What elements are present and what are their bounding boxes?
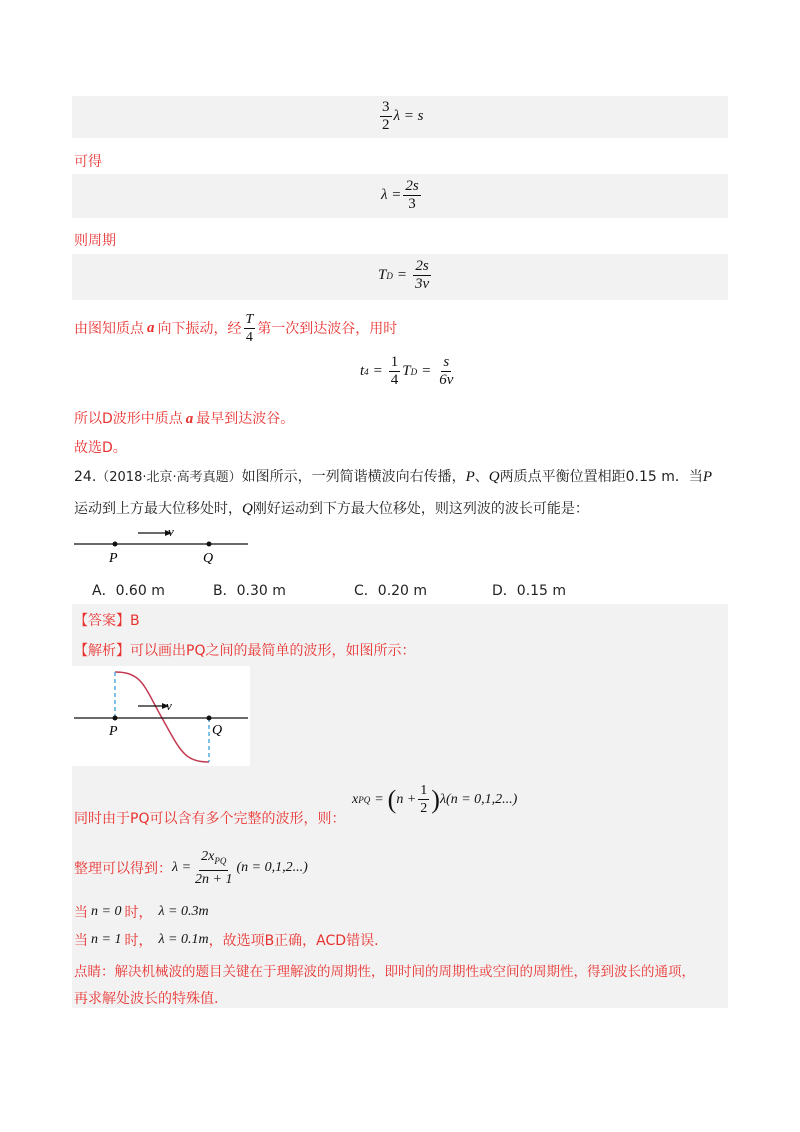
- text-suoyi: 所以D波形中质点 a 最早到达波谷。: [74, 411, 295, 427]
- comment-line-1: 点睛：解决机械波的题目关键在于理解波的周期性，即时间的周期性或空间的周期性，得到波长的通项，: [74, 964, 695, 980]
- formula-TD: T D = $\frac{2s}{3v}$: [378, 258, 430, 292]
- text-guxuan: 故选D。: [74, 440, 127, 456]
- question-wave-figure: [72, 522, 252, 568]
- text-tuzhi: 由图知质点 a 向下振动，经 $\frac{T}{4}$ 第一次到达波谷，用时: [74, 311, 398, 345]
- text-zeqi: 则周期: [74, 233, 116, 249]
- multi-line-text: 同时由于PQ可以含有多个完整的波形，则：: [74, 811, 346, 827]
- question-24-line1: 24.（2018·北京·高考真题）如图所示，一列简谐横波向右传播，P、Q两质点平衡位置相距0.15 m．当P: [74, 469, 713, 485]
- analysis-line: 【解析】可以画出PQ之间的最简单的波形，如图所示：: [74, 643, 416, 659]
- formula-3-2-lambda: $\frac{3}{2}$ λ = s: [382, 99, 424, 133]
- label-q: Q: [203, 551, 214, 566]
- option-a[interactable]: A．0.60 m: [92, 583, 165, 599]
- question-24-line2: 运动到上方最大位移处时，Q刚好运动到下方最大位移处，则这列波的波长可能是：: [74, 501, 589, 517]
- formula-t4: t 4 = $\frac{1}{4}$ T D = $\frac{s}{6v}$: [360, 354, 454, 388]
- case-n0: 当 n = 0 时， λ = 0.3m: [74, 904, 209, 921]
- point-p: [113, 716, 118, 721]
- answer-line: 【答案】B: [74, 613, 140, 629]
- point-q: [207, 716, 212, 721]
- label-v: v: [166, 698, 172, 713]
- text-kede: 可得: [74, 154, 102, 170]
- case-n1: 当 n = 1 时， λ = 0.1m ，故选项B正确，ACD错误.: [74, 932, 379, 949]
- formula-xpq: x PQ = ( n + $\frac{1}{2}$ ) λ(n = 0,1,2...): [352, 783, 518, 816]
- label-p: P: [109, 551, 118, 566]
- option-b[interactable]: B．0.30 m: [213, 583, 286, 599]
- option-c[interactable]: C．0.20 m: [354, 583, 428, 599]
- wave-curve: [115, 672, 209, 762]
- formula-lambda-2s-3: λ = $\frac{2s}{3}$: [381, 178, 419, 212]
- zhengli-line: 整理可以得到： λ = $\frac{2x_{PQ}}{2n + 1}$ (n = 0,1,2...): [74, 849, 308, 887]
- answer-wave-figure: [72, 666, 250, 766]
- option-d[interactable]: D．0.15 m: [492, 583, 567, 599]
- label-p: P: [109, 724, 118, 739]
- point-p: [113, 542, 118, 547]
- point-q: [207, 542, 212, 547]
- label-q: Q: [212, 723, 223, 738]
- label-v: v: [168, 524, 174, 539]
- comment-line-2: 再求解处波长的特殊值.: [74, 991, 219, 1007]
